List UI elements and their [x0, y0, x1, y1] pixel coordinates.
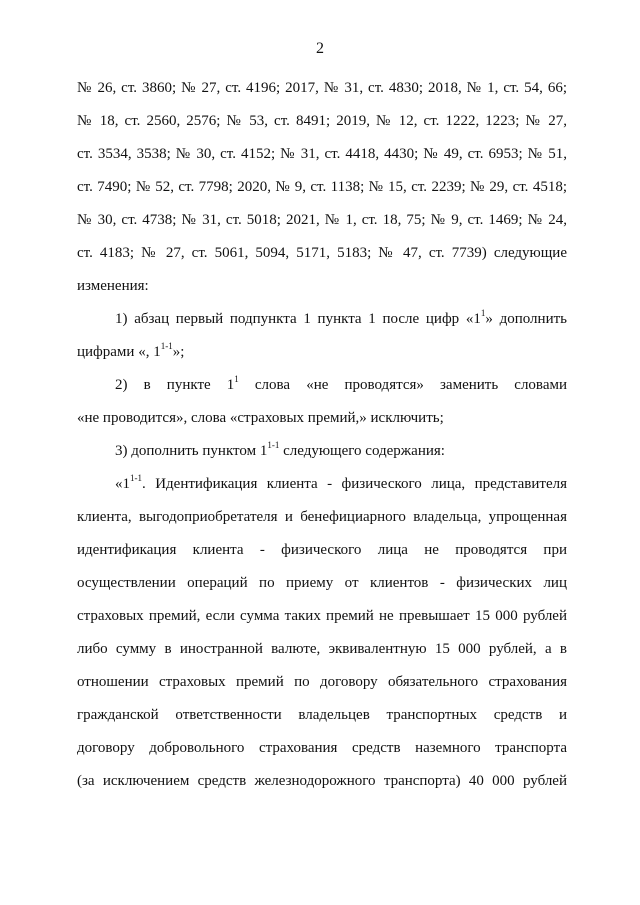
- quote-line-9: договору добровольного страхования средств наземного транспорта: [77, 740, 567, 756]
- text-span: цифрами «, 1: [77, 344, 161, 360]
- superscript: 1: [480, 308, 486, 318]
- quote-line-4: осуществлении операций по приему от клиентов - физических лиц: [77, 575, 567, 591]
- quote-line-7: отношении страховых премий по договору обязательного страхования: [77, 674, 567, 690]
- text-line-1: № 26, ст. 3860; № 27, ст. 4196; 2017, № 31, ст. 4830; 2018, № 1, ст. 54, 66;: [77, 80, 567, 96]
- text-span: 3) дополнить пунктом 1: [115, 443, 268, 459]
- quote-line-5: страховых премий, если сумма таких премий не превышает 15 000 рублей: [77, 608, 567, 624]
- superscript: 1-1: [267, 440, 280, 450]
- text-span: »;: [172, 344, 185, 360]
- quote-line-6: либо сумму в иностранной валюте, эквивалентную 15 000 рублей, а в: [77, 641, 567, 657]
- item-1-line-1: [77, 303, 567, 336]
- quote-line-1: [77, 468, 567, 501]
- item-2-line-2: «не проводится», слова «страховых премий,» исключить;: [77, 410, 444, 426]
- text-span: . Идентификация клиента - физического лица, представителя: [142, 476, 567, 492]
- item-2-line-1: [77, 369, 567, 402]
- text-span: слова «не проводятся» заменить словами: [238, 377, 567, 393]
- quote-line-10: (за исключением средств железнодорожного транспорта) 40 000 рублей: [77, 773, 567, 789]
- superscript: 1-1: [130, 473, 142, 483]
- text-line-3: ст. 3534, 3538; № 30, ст. 4152; № 31, ст. 4418, 4430; № 49, ст. 6953; № 51,: [77, 146, 567, 162]
- item-3-line-1: [77, 435, 567, 468]
- text-line-5: № 30, ст. 4738; № 31, ст. 5018; 2021, № 1, ст. 18, 75; № 9, ст. 1469; № 24,: [77, 212, 567, 228]
- text-line-6: ст. 4183; № 27, ст. 5061, 5094, 5171, 5183; № 47, ст. 7739) следующие: [77, 245, 567, 261]
- text-span: следующего содержания:: [279, 443, 445, 459]
- superscript: 1: [234, 374, 239, 384]
- item-1-line-2: [77, 336, 567, 369]
- text-line-7: изменения:: [77, 278, 149, 294]
- quote-line-8: гражданской ответственности владельцев транспортных средств и: [77, 707, 567, 723]
- quote-line-2: клиента, выгодоприобретателя и бенефициарного владельца, упрощенная: [77, 509, 567, 525]
- text-span: » дополнить: [485, 311, 567, 327]
- page-number: 2: [316, 40, 324, 57]
- document-body: [77, 72, 567, 798]
- text-line-2: № 18, ст. 2560, 2576; № 53, ст. 8491; 2019, № 12, ст. 1222, 1223; № 27,: [77, 113, 567, 129]
- text-span: 2) в пункте 1: [115, 377, 235, 393]
- text-span: «1: [115, 476, 130, 492]
- superscript: 1-1: [160, 341, 173, 351]
- quote-line-3: идентификация клиента - физического лица не проводятся при: [77, 542, 567, 558]
- text-span: 1) абзац первый подпункта 1 пункта 1 после цифр «1: [115, 311, 481, 327]
- text-line-4: ст. 7490; № 52, ст. 7798; 2020, № 9, ст. 1138; № 15, ст. 2239; № 29, ст. 4518;: [77, 179, 567, 195]
